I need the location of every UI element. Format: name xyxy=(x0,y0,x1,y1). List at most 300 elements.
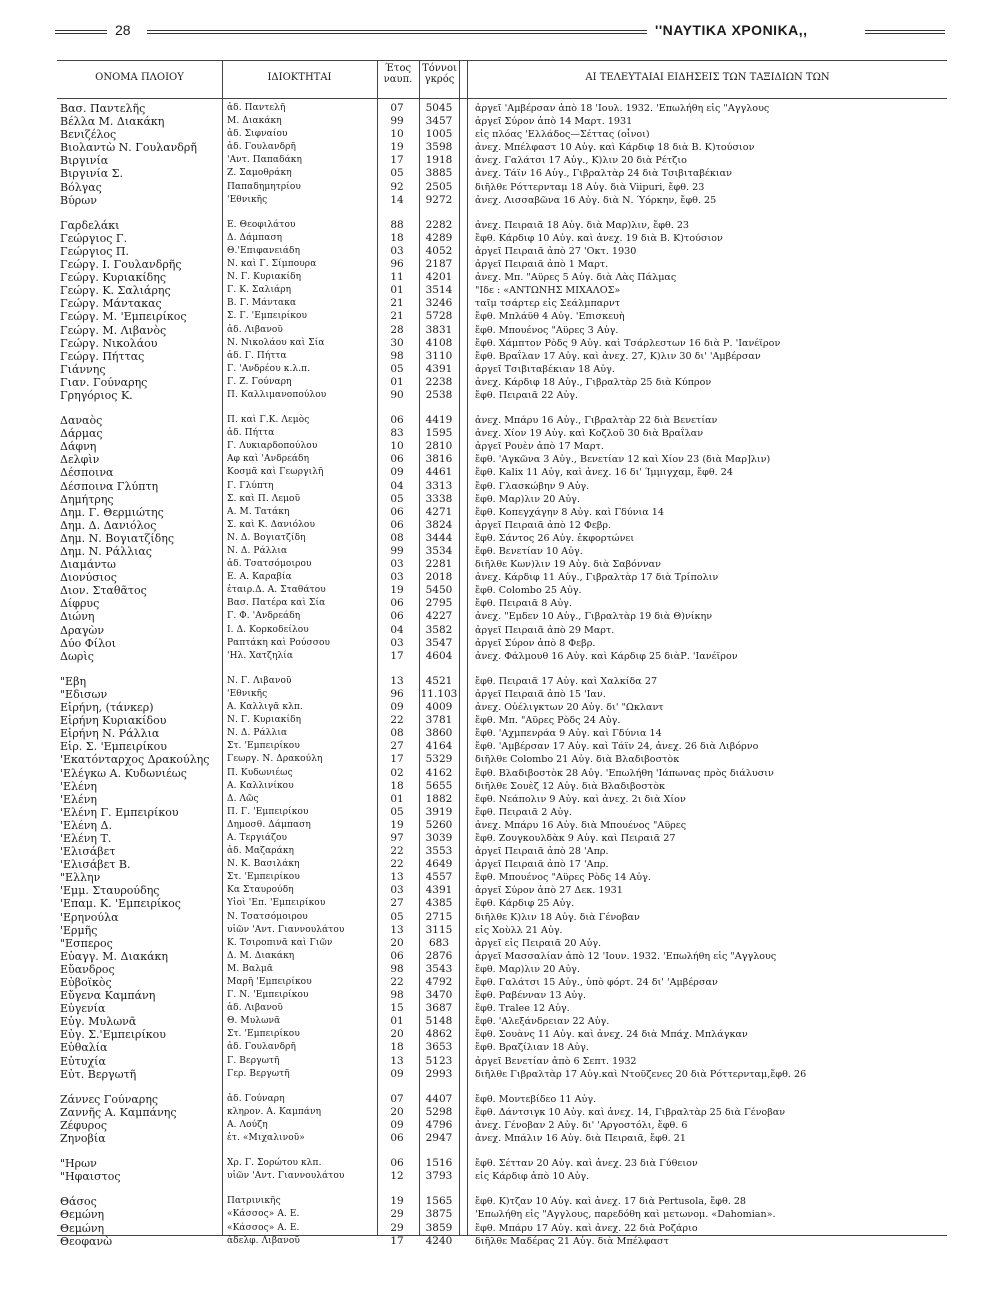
year-built: 18 xyxy=(390,1041,404,1054)
table-row xyxy=(57,688,947,701)
ship-name: 'Εκατόνταρχος Δρακούλης xyxy=(60,753,210,767)
year-built: 05 xyxy=(390,910,404,923)
year-built: 29 xyxy=(390,1221,404,1234)
year-built: 06 xyxy=(390,518,404,531)
gross-tons: 4604 xyxy=(425,649,453,662)
ship-name: "Εσπερος xyxy=(60,936,113,950)
year-built: 30 xyxy=(390,336,404,349)
table-row xyxy=(57,154,947,167)
owner: Γ. Φ. 'Ανδρεάδη xyxy=(227,611,301,622)
table-row xyxy=(57,845,947,858)
voyage-news: ἔφθ. Μπουένος "Αϋρες Ρὸδς 14 Αὐγ. xyxy=(475,872,651,884)
table-row xyxy=(57,245,947,258)
voyage-news: ἔφθ. Μπλάϋθ 4 Αὐγ. 'Επισκευὴ xyxy=(475,311,625,323)
table-row xyxy=(57,128,947,141)
table-row xyxy=(57,1068,947,1081)
gross-tons: 3793 xyxy=(425,1170,453,1183)
table-header-rule xyxy=(57,98,947,99)
voyage-news: ἀνεχ. Μπάρυ 16 Αὐγ. διὰ Μπουένος "Αϋρες xyxy=(475,819,687,831)
ship-name: Ζαννῆς Α. Καμπάνης xyxy=(60,1105,177,1119)
owner: Παπαδημητρίου xyxy=(227,181,301,192)
table-row xyxy=(57,414,947,427)
ship-name: Θεμώνη xyxy=(60,1208,105,1222)
year-built: 04 xyxy=(390,623,404,636)
gross-tons: 3246 xyxy=(425,297,453,310)
year-built: 01 xyxy=(390,375,404,388)
gross-tons: 4201 xyxy=(425,271,453,284)
voyage-news: διῆλθε Σουὲζ 12 Αὐγ. διὰ Βλαδιβοστὸκ xyxy=(475,780,665,792)
table-row xyxy=(57,963,947,976)
voyage-news: ἔφθ. 'Αμβέρσαν 17 Αὐγ. καὶ Τάϊν 24, ἀνεχ. 26 διὰ Λιβόρνο xyxy=(475,741,759,753)
owner: Ν. καὶ Γ. Σίμπουρα xyxy=(227,259,317,270)
voyage-news: ἔφθ. Πειραιᾶ 17 Αὐγ. καὶ Χαλκίδα 27 xyxy=(475,675,658,687)
ship-name: Ζηνοβία xyxy=(60,1132,106,1146)
table-row xyxy=(57,337,947,350)
ship-name: "Ηφαιστος xyxy=(60,1170,121,1184)
group-spacer xyxy=(57,1183,947,1195)
owner: ἀδελφ. Λιβανοῦ xyxy=(227,1235,300,1246)
gross-tons: 2187 xyxy=(425,258,453,271)
voyage-news: ἔφθ. Νεάπολιν 9 Αὐγ. καὶ ἀνεχ. 2ι διὰ Χίον xyxy=(475,793,686,805)
year-built: 96 xyxy=(390,687,404,700)
header-gross-tons: Τόννοι γκρός xyxy=(422,63,457,85)
gross-tons: 2281 xyxy=(425,558,453,571)
ship-name: 'Ελισάβετ xyxy=(60,845,116,859)
owner: Δ. Μ. Διακάκη xyxy=(227,950,295,961)
year-built: 08 xyxy=(390,531,404,544)
gross-tons: 3444 xyxy=(425,531,453,544)
year-built: 90 xyxy=(390,388,404,401)
owner: Α. Καλλινίκου xyxy=(227,780,294,791)
owner: Γεωργ. Ν. Δρακούλη xyxy=(227,754,323,765)
voyage-news: ἀνεχ. Μπάλιν 16 Αὐγ. διὰ Πειραιᾶ, ἔφθ. 21 xyxy=(475,1133,686,1145)
owner: Ν. Γ. Κυριακίδη xyxy=(227,715,302,726)
owner: Σ. καὶ Κ. Δανιόλου xyxy=(227,519,316,530)
gross-tons: 5148 xyxy=(425,1015,453,1028)
gross-tons: 2238 xyxy=(425,375,453,388)
voyage-news: ἔφθ. 'Αγκῶνα 3 Αὐγ., Βενετίαν 12 καὶ Χίον 23 (διὰ Μαρ]λιν) xyxy=(475,454,771,466)
voyage-news: ἀργεῖ εἰς Πειραιᾶ 20 Αὐγ. xyxy=(475,937,602,949)
owner: Ραπτάκη καὶ Ρούσσου xyxy=(227,637,331,648)
running-header xyxy=(55,22,945,44)
year-built: 98 xyxy=(390,962,404,975)
owner: 'Εθνικῆς xyxy=(227,194,268,205)
table-top-rule xyxy=(57,60,947,61)
gross-tons: 4407 xyxy=(425,1092,453,1105)
year-built: 04 xyxy=(390,479,404,492)
owner: 'Εθνικῆς xyxy=(227,688,268,699)
year-built: 06 xyxy=(390,1157,404,1170)
table-row xyxy=(57,310,947,323)
year-built: 98 xyxy=(390,349,404,362)
gross-tons: 3338 xyxy=(425,492,453,505)
year-built: 99 xyxy=(390,115,404,128)
owner: κληρον. Α. Καμπάνη xyxy=(227,1106,322,1117)
ship-name: Γεώργ. Νικολάου xyxy=(60,336,158,350)
gross-tons: 3470 xyxy=(425,989,453,1002)
owner: Β. Γ. Μάντακα xyxy=(227,298,297,309)
ship-name: Διονύσιος xyxy=(60,571,117,585)
owner: Ι. Δ. Κορκοδείλου xyxy=(227,624,309,635)
ship-name: "Ελλην xyxy=(60,871,101,885)
gross-tons: 3534 xyxy=(425,545,453,557)
year-built: 27 xyxy=(390,897,404,910)
year-built: 06 xyxy=(390,505,404,518)
owner: ἀδ. Λιβανοῦ xyxy=(227,324,283,335)
table-row xyxy=(57,1055,947,1068)
ship-name: Δραγὼν xyxy=(60,623,105,637)
table-row xyxy=(57,610,947,623)
ship-name: Εὐγενία xyxy=(60,1002,106,1016)
owner: ἀδ. Παντελῆ xyxy=(227,103,286,113)
voyage-news: ἀργεῖ Βενετίαν ἀπὸ 6 Σεπτ. 1932 xyxy=(475,1055,637,1067)
owner: υἱῶν 'Αντ. Γιαννουλάτου xyxy=(227,924,345,935)
ship-name: Δίφρυς xyxy=(60,597,100,611)
owner: Ν. Δ. Ράλλια xyxy=(227,728,288,739)
voyage-news: διῆλθε Μαδέρας 21 Αὐγ. διὰ Μπέλφαστ xyxy=(475,1235,669,1247)
voyage-news: ἔφθ. Γαλάτσι 15 Αὐγ., ὑπὸ φόρτ. 24 δι' 'Αμβέρσαν xyxy=(475,977,718,988)
year-built: 05 xyxy=(390,805,404,818)
table-row xyxy=(57,832,947,845)
year-built: 27 xyxy=(390,740,404,753)
voyage-news: ἀργεῖ Σύρον ἀπὸ 8 Φεβρ. xyxy=(475,637,596,649)
table-row xyxy=(57,871,947,884)
voyage-news: διῆλθε Colombo 21 Αὐγ. διὰ Βλαδιβοστὸκ xyxy=(475,754,680,766)
ship-name: Γεώργιος Γ. xyxy=(60,231,128,245)
table-row xyxy=(57,545,947,558)
owner: Γ. Λυκιαρδοπούλου xyxy=(227,441,318,452)
gross-tons: 4162 xyxy=(425,766,453,779)
voyage-news: ἀνεχ. Μπέλφαστ 10 Αὐγ. καὶ Κάρδιφ 18 διὰ Β. Κ)τούσιον xyxy=(475,142,755,154)
gross-tons: 2505 xyxy=(425,180,453,193)
year-built: 22 xyxy=(390,976,404,988)
table-row xyxy=(57,1041,947,1054)
gross-tons: 3598 xyxy=(425,141,453,154)
owner: Π. Γ. 'Εμπειρίκου xyxy=(227,806,309,817)
voyage-news: διῆλθε Ρόττερνταμ 18 Αὐγ. διὰ Viipuri, ἔφθ. 23 xyxy=(475,181,705,193)
owner: Μ. Βαλμᾶ xyxy=(227,963,274,974)
owner: Πατρινικῆς xyxy=(227,1196,281,1207)
table-row xyxy=(57,102,947,115)
table-row xyxy=(57,1235,947,1248)
voyage-news: ἀργεῖ Πειραιᾶ ἀπὸ 12 Φεβρ. xyxy=(475,519,612,531)
gross-tons: 3039 xyxy=(425,831,453,844)
year-built: 05 xyxy=(390,492,404,505)
ship-name: Θεοφανὼ xyxy=(60,1234,113,1248)
voyage-news: ἔφθ. Ραβένναν 13 Αὐγ. xyxy=(475,990,587,1002)
owner: ἀδ. Γουλανδρῆ xyxy=(227,1042,297,1053)
owner: Ν. Τσατσόμοιρου xyxy=(227,911,308,922)
gross-tons: 3919 xyxy=(425,805,453,818)
voyage-news: ἀργεῖ Πειραιᾶ ἀπὸ 17 'Απρ. xyxy=(475,859,609,871)
year-built: 06 xyxy=(390,1132,404,1145)
ship-name: "Εβη xyxy=(60,674,87,688)
owner: Ε. Θεοφιλάτου xyxy=(227,219,296,230)
voyage-news: ἔφθ. Γλασκώβην 9 Αὐγ. xyxy=(475,480,590,492)
ship-name: Εὐθαλία xyxy=(60,1041,108,1055)
ship-name: 'Ελένη xyxy=(60,779,98,793)
table-row xyxy=(57,115,947,128)
table-row xyxy=(57,284,947,297)
owner: Γ. Γλύπτη xyxy=(227,480,274,491)
year-built: 06 xyxy=(390,610,404,623)
voyage-news: ἔφθ. Κάρδιφ 10 Αὐγ. καὶ ἀνεχ. 19 διὰ Β. Κ)τούσιον xyxy=(475,232,723,244)
table-row xyxy=(57,584,947,597)
gross-tons: 4009 xyxy=(425,701,453,714)
owner: Χρ. Γ. Σορώτου κλπ. xyxy=(227,1158,322,1169)
ship-name: Γρηγόριος Κ. xyxy=(60,388,133,402)
ship-name: Δάφνη xyxy=(60,440,97,454)
table-row xyxy=(57,1028,947,1041)
ship-name: Δημ. Ν. Ράλλιας xyxy=(60,545,152,558)
table-row xyxy=(57,532,947,545)
year-built: 08 xyxy=(390,727,404,740)
owner: υἱῶν 'Αντ. Γιαννουλάτου xyxy=(227,1171,345,1182)
gross-tons: 4271 xyxy=(425,505,453,518)
ship-name: Δάρμας xyxy=(60,427,103,441)
ship-name: 'Ελένη xyxy=(60,792,98,806)
year-built: 22 xyxy=(390,714,404,727)
ship-name: Εἰρήνη Κυριακίδου xyxy=(60,714,167,728)
voyage-news: ἀνεχ. Πειραιᾶ 18 Αὐγ. διὰ Μαρ)λιν, ἔφθ. 23 xyxy=(475,219,690,231)
table-row xyxy=(57,714,947,727)
ship-name: Δωρὶς xyxy=(60,649,94,663)
ship-name: Εὐγ. Μυλωνᾶ xyxy=(60,1015,137,1029)
gross-tons: 3547 xyxy=(425,636,453,649)
gross-tons: 4289 xyxy=(425,231,453,244)
gross-tons: 4557 xyxy=(425,871,453,884)
voyage-news: ἀργεῖ Ρουὲν ἀπὸ 17 Μαρτ. xyxy=(475,441,604,453)
gross-tons: 5655 xyxy=(425,779,453,792)
table-row xyxy=(57,675,947,688)
table-row xyxy=(57,1208,947,1221)
voyage-news: ἀνεχ. Γένοβαν 2 Αὐγ. δι' 'Αργοστόλι, ἔφθ. 6 xyxy=(475,1119,688,1131)
year-built: 09 xyxy=(390,1067,404,1080)
ship-name: Ζέφυρος xyxy=(60,1118,107,1132)
voyage-news: ἔφθ. Πειραιᾶ 8 Αὐγ. xyxy=(475,598,572,610)
ship-name: Διώνη xyxy=(60,610,95,624)
year-built: 20 xyxy=(390,1105,404,1118)
owner: Στ. 'Εμπειρίκου xyxy=(227,741,300,752)
owner: Ε. Α. Καραβία xyxy=(227,572,292,583)
gross-tons: 4385 xyxy=(425,897,453,910)
voyage-news: ἀνεχ. Κάρδιφ 11 Αὐγ., Γιβραλτὰρ 17 διὰ Τρίπολιν xyxy=(475,572,719,584)
year-built: 20 xyxy=(390,1028,404,1041)
table-row xyxy=(57,1157,947,1170)
gross-tons: 1918 xyxy=(425,154,453,167)
voyage-news: 'Επωλήθη εἰς "Αγγλους, παρεδόθη καὶ μετωνομ. «Dahomian». xyxy=(475,1209,776,1221)
table-row xyxy=(57,950,947,963)
owner: Γ. Ν. 'Εμπειρίκου xyxy=(227,990,309,1001)
year-built: 97 xyxy=(390,831,404,844)
ship-name: Δημ. Γ. Θερμιώτης xyxy=(60,505,164,519)
year-built: 09 xyxy=(390,701,404,714)
gross-tons: 3875 xyxy=(425,1208,453,1221)
ship-name: Δέσποινα xyxy=(60,466,114,480)
table-row xyxy=(57,1195,947,1208)
year-built: 19 xyxy=(390,1195,404,1208)
owner: Δ. Λῶς xyxy=(227,793,259,804)
ship-name: Γεώργ. Κυριακίδης xyxy=(60,271,167,285)
year-built: 13 xyxy=(390,923,404,936)
year-built: 22 xyxy=(390,858,404,871)
gross-tons: 3859 xyxy=(425,1221,453,1234)
table-row xyxy=(57,466,947,479)
gross-tons: 4240 xyxy=(425,1234,453,1247)
voyage-news: ἔφθ. Tralee 12 Αὐγ. xyxy=(475,1003,570,1015)
table-row xyxy=(57,324,947,337)
year-built: 13 xyxy=(390,871,404,884)
table-row xyxy=(57,440,947,453)
group-spacer xyxy=(57,402,947,414)
year-built: 01 xyxy=(390,284,404,297)
ship-name: Εἰρ. Σ. 'Εμπειρίκου xyxy=(60,740,167,754)
ship-name: Δαναὸς xyxy=(60,414,103,428)
table-row xyxy=(57,558,947,571)
owner: Γερ. Βεργωτῆ xyxy=(227,1068,290,1079)
ship-name: Δημήτρης xyxy=(60,492,114,506)
owner: Στ. 'Εμπειρίκου xyxy=(227,1029,300,1040)
voyage-news: ἔφθ. Χάμπτον Ρὸδς 9 Αὐγ. καὶ Τσάρλεστων 16 διὰ Ρ. 'Ιανέϊρον xyxy=(475,337,781,349)
group-spacer xyxy=(57,207,947,219)
ship-name: Βιργινία Σ. xyxy=(60,167,123,181)
table-row xyxy=(57,650,947,663)
voyage-news: ἀνεχ. Μπάρυ 16 Αὐγ., Γιβραλτὰρ 22 διὰ Βενετίαν xyxy=(475,415,718,427)
header-year-built: Έτος ναυπ. xyxy=(383,63,413,85)
voyage-news: ἔφθ. Μπάρυ 17 Αὐγ. καὶ ἀνεχ. 22 διὰ Ροζάριο xyxy=(475,1222,698,1234)
gross-tons: 3514 xyxy=(425,284,453,297)
year-built: 07 xyxy=(390,1092,404,1105)
ship-name: Βύρων xyxy=(60,193,97,207)
voyage-news: εἰς Κάρδιφ ἀπὸ 10 Αὐγ. xyxy=(475,1171,590,1183)
owner: «Κάσσος» Α. Ε. xyxy=(227,1209,300,1220)
table-row xyxy=(57,806,947,819)
year-built: 22 xyxy=(390,845,404,858)
table-row xyxy=(57,181,947,194)
owner: ἀδ. Μαζαράκη xyxy=(227,846,295,857)
voyage-news: ἔφθ. Μπουένος "Αϋρες 3 Αὐγ. xyxy=(475,324,619,336)
owner: Υἱοὶ 'Επ. 'Εμπειρίκου xyxy=(227,898,326,909)
year-built: 05 xyxy=(390,167,404,180)
owner: Σ. Γ. 'Εμπειρίκου xyxy=(227,311,308,322)
gross-tons: 4649 xyxy=(425,858,453,871)
voyage-news: ἔφθ. Κάρδιφ 25 Αὐγ. xyxy=(475,898,575,910)
table-row xyxy=(57,427,947,440)
table-row xyxy=(57,793,947,806)
ship-name: Γιάννης xyxy=(60,362,106,376)
table-row xyxy=(57,194,947,207)
ship-name: Ζάννες Γούναρης xyxy=(60,1092,159,1106)
table-row xyxy=(57,858,947,871)
gross-tons: 4792 xyxy=(425,976,453,988)
table-row xyxy=(57,911,947,924)
owner: Γ. Ζ. Γούναρη xyxy=(227,376,292,387)
table-row xyxy=(57,937,947,950)
ship-name: "Εδισων xyxy=(60,687,108,701)
gross-tons: 2947 xyxy=(425,1132,453,1145)
gross-tons: 5260 xyxy=(425,818,453,831)
owner: ἑτ. «Μιχαλινοῦ» xyxy=(227,1133,305,1144)
table-row xyxy=(57,624,947,637)
ship-name: Βιργινία xyxy=(60,154,109,168)
gross-tons: 3582 xyxy=(425,623,453,636)
ship-name: Γεώργ. Μ. Λιβανὸς xyxy=(60,323,167,337)
year-built: 10 xyxy=(390,128,404,141)
year-built: 13 xyxy=(390,1054,404,1067)
gross-tons: 3313 xyxy=(425,479,453,492)
ship-name: Βενιζέλος xyxy=(60,128,117,142)
owner: ἀδ. Γουλανδρῆ xyxy=(227,142,297,153)
ship-name: Γεώργ. Κ. Σαλιάρης xyxy=(60,284,171,298)
voyage-news: ἀργεῖ Πειραιᾶ ἀπὸ 28 'Απρ. xyxy=(475,846,609,858)
year-built: 17 xyxy=(390,154,404,167)
voyage-news: εἰς Χοὺλλ 21 Αὐγ. xyxy=(475,924,563,936)
table-row xyxy=(57,989,947,1002)
ship-name: Βιολαντὼ Ν. Γουλανδρῆ xyxy=(60,141,197,155)
owner: Στ. 'Εμπειρίκου xyxy=(227,872,300,883)
table-row xyxy=(57,453,947,466)
page-number: 28 xyxy=(115,22,131,38)
table-row xyxy=(57,924,947,937)
ship-name: Εὐγ. Σ.'Εμπειρίκου xyxy=(60,1028,166,1042)
voyage-news: ἔφθ. Μοντεβίδεο 11 Αὐγ. xyxy=(475,1093,597,1105)
gross-tons: 1595 xyxy=(425,427,453,440)
owner: Μ. Διακάκη xyxy=(227,116,282,127)
year-built: 03 xyxy=(390,636,404,649)
owner: Α. Λούζη xyxy=(227,1119,268,1130)
gross-tons: 4796 xyxy=(425,1118,453,1131)
voyage-news: ἔφθ. Δάντσιγκ 10 Αὐγ. καὶ ἀνεχ. 14, Γιβραλτὰρ 25 διὰ Γένοβαν xyxy=(475,1106,786,1118)
voyage-news: ἔφθ. Kalix 11 Αὐγ, καὶ ἀνεχ. 16 δι' Ίμμιγχαμ, ἔφθ. 24 xyxy=(475,467,733,479)
year-built: 01 xyxy=(390,792,404,805)
voyage-news: ἔφθ. Ζουγκουλδὰκ 9 Αὐγ. καὶ Πειραιᾶ 27 xyxy=(475,832,676,844)
header-rule xyxy=(865,30,945,34)
voyage-news: διῆλθε Κων)λιν 19 Αὐγ. διὰ Σαβόνναν xyxy=(475,559,661,571)
gross-tons: 5298 xyxy=(425,1105,453,1118)
gross-tons: 3816 xyxy=(425,453,453,466)
table-row xyxy=(57,350,947,363)
voyage-news: ἀργεῖ Τσιβιταβέκιαν 18 Αὐγ. xyxy=(475,363,615,375)
table-row xyxy=(57,780,947,793)
year-built: 10 xyxy=(390,440,404,453)
gross-tons: 1005 xyxy=(425,128,453,141)
year-built: 09 xyxy=(390,466,404,479)
header-rule xyxy=(147,30,647,34)
gross-tons: 5728 xyxy=(425,310,453,323)
ship-name: Εὐτ. Βεργωτῆ xyxy=(60,1067,137,1081)
table-row xyxy=(57,1170,947,1183)
owner: Α. Καλλιγᾶ κλπ. xyxy=(227,702,303,713)
year-built: 20 xyxy=(390,936,404,949)
year-built: 03 xyxy=(390,571,404,584)
gross-tons: 5329 xyxy=(425,753,453,766)
gross-tons: 4164 xyxy=(425,740,453,753)
year-built: 03 xyxy=(390,244,404,257)
ship-name: Γεώργ. Πήττας xyxy=(60,349,145,363)
header-rule xyxy=(55,30,107,34)
voyage-news: ἔφθ. Σουὰνς 11 Αὐγ. καὶ ἀνεχ. 24 διὰ Μπάχ. Μπλάγκαν xyxy=(475,1029,748,1041)
ship-name: Εὔγενα Καμπάνη xyxy=(60,989,156,1003)
table-row xyxy=(57,753,947,766)
gross-tons: 3860 xyxy=(425,727,453,740)
table-row xyxy=(57,1106,947,1119)
gross-tons: 2715 xyxy=(425,910,453,923)
voyage-news: ἀνεχ. Γαλάτσι 17 Αὐγ., Κ)λιν 20 διὰ Ρέτζιο xyxy=(475,155,687,167)
voyage-news: ἀνεχ. Φάλμουθ 16 Αὐγ. καὶ Κάρδιφ 25 διὰΡ. 'Ιανέϊρον xyxy=(475,650,738,662)
gross-tons: 5450 xyxy=(425,584,453,597)
owner: Ν. Νικολάου καὶ Σία xyxy=(227,337,325,348)
gross-tons: 3110 xyxy=(425,349,453,362)
